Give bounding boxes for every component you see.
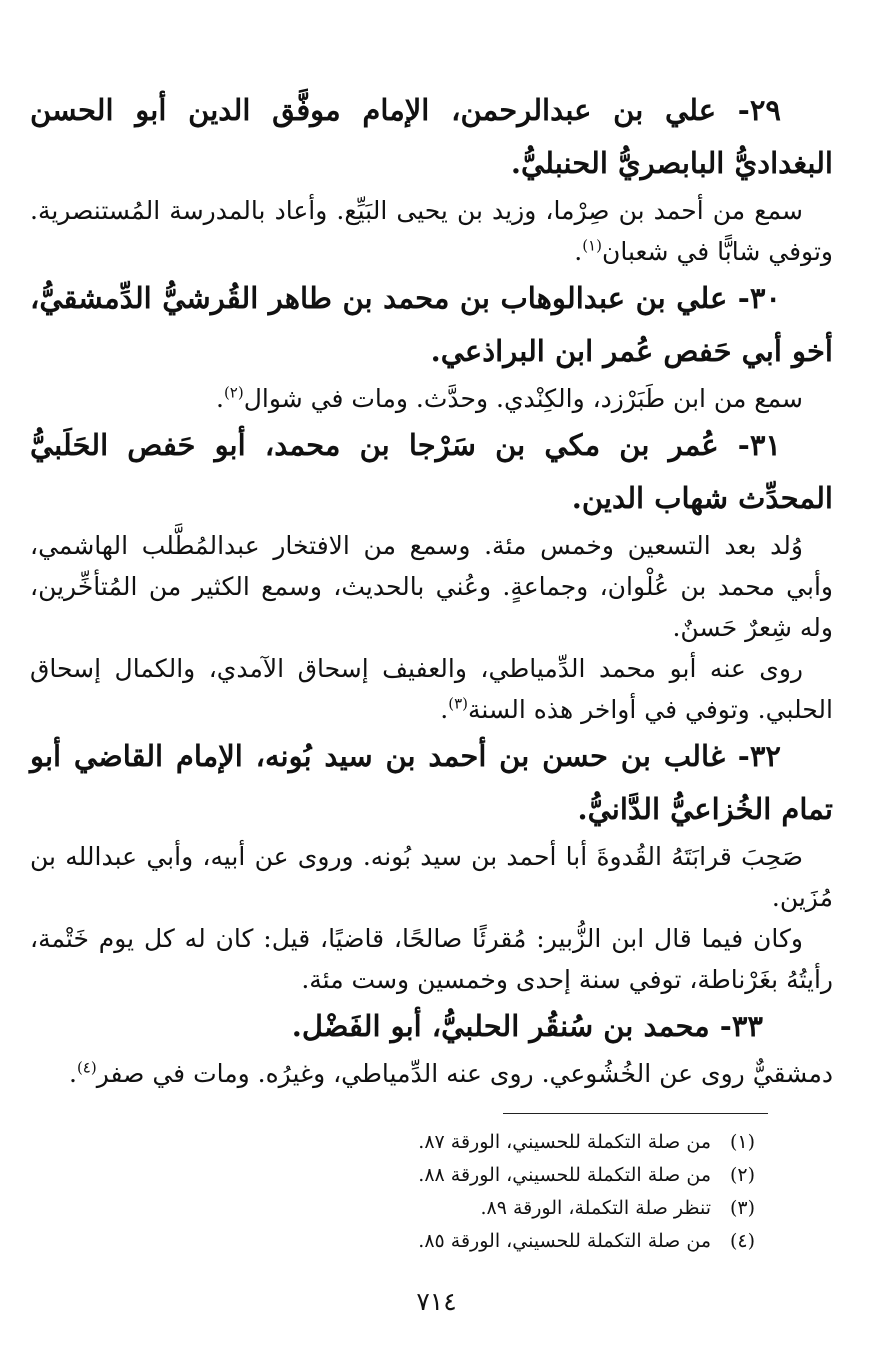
footnote-mark: (٣) bbox=[448, 694, 468, 713]
entry-heading: ٣٠- علي بن عبدالوهاب بن محمد بن طاهر القُرشيُّ الدِّمشقيُّ، أخو أبي حَفص عُمر ابن البراذعي. bbox=[30, 281, 833, 368]
footnote-text: من صلة التكملة للحسيني، الورقة ٨٥. bbox=[418, 1230, 711, 1252]
paragraph-text: دمشقيٌّ روى عن الخُشُوعي. روى عنه الدِّمياطي، وغيرُه. ومات في صفر bbox=[96, 1059, 833, 1088]
main-text bbox=[30, 84, 833, 1094]
entry-paragraph: صَحِبَ قرابَتَهُ القُدوةَ أبا أحمد بن سيد بُونه. وروى عن أبيه، وأبي عبدالله بن مُزَين. bbox=[30, 842, 833, 912]
footnote-mark: (٢) bbox=[223, 383, 244, 402]
footnote-number: (٢) bbox=[729, 1164, 755, 1186]
entry-heading: ٣١- عُمر بن مكي بن سَرْجا بن محمد، أبو حَفص الحَلَبيُّ المحدِّث شهاب الدين. bbox=[30, 428, 833, 515]
footnote-mark: (١) bbox=[582, 236, 602, 255]
entry-paragraph bbox=[30, 1053, 833, 1094]
footnote-text: من صلة التكملة للحسيني، الورقة ٨٨. bbox=[418, 1164, 711, 1186]
footnote-text: تنظر صلة التكملة، الورقة ٨٩. bbox=[480, 1197, 711, 1219]
entry-paragraph: وُلد بعد التسعين وخمس مئة. وسمع من الافتخار عبدالمُطَّلب الهاشمي، وأبي محمد بن عُلْوان، وجماعةٍ. وعُني بالحديث، وسمع الكثير من المُتأخِّرين، وله شِعرٌ حَسنٌ. bbox=[30, 531, 833, 642]
entry-paragraph bbox=[30, 190, 833, 272]
entry-heading: ٢٩- علي بن عبدالرحمن، الإمام موفَّق الدين أبو الحسن البغداديُّ البابصريُّ الحنبليُّ. bbox=[30, 93, 833, 180]
entry-32 bbox=[30, 730, 833, 1000]
footnote-number: (١) bbox=[729, 1131, 755, 1153]
page-number: ٧١٤ bbox=[416, 1287, 457, 1316]
entry-30 bbox=[30, 272, 833, 419]
paragraph-tail: . bbox=[68, 1059, 77, 1088]
footnote-number: (٣) bbox=[729, 1197, 755, 1219]
entry-29 bbox=[30, 84, 833, 272]
paragraph-tail: . bbox=[574, 237, 583, 266]
footnote bbox=[55, 1126, 755, 1159]
paragraph-tail: . bbox=[440, 695, 449, 724]
paragraph-text: سمع من أحمد بن صِرْما، وزيد بن يحيى البَيِّع. وأعاد بالمدرسة المُستنصرية. وتوفي شابًّا في شعبان bbox=[30, 196, 833, 266]
footnote bbox=[55, 1192, 755, 1225]
entry-33 bbox=[30, 1000, 833, 1094]
footnote bbox=[55, 1159, 755, 1192]
footnote bbox=[55, 1225, 755, 1258]
footnote-divider bbox=[503, 1113, 768, 1114]
entry-paragraph bbox=[30, 378, 833, 419]
entry-heading: ٣٢- غالب بن حسن بن أحمد بن سيد بُونه، الإمام القاضي أبو تمام الخُزاعيُّ الدَّانيُّ. bbox=[30, 739, 833, 826]
entry-paragraph bbox=[30, 648, 833, 730]
paragraph-text: روى عنه أبو محمد الدِّمياطي، والعفيف إسحاق الآمدي، والكمال إسحاق الحلبي. وتوفي في أواخر هذه السنة bbox=[30, 654, 833, 724]
entry-paragraph: وكان فيما قال ابن الزُّبير: مُقرئًا صالحًا، قاضيًا، قيل: كان له كل يوم خَتْمة، رأيتُهُ بغَرْناطة، توفي سنة إحدى وخمسين وست مئة. bbox=[30, 924, 833, 994]
paragraph-text: سمع من ابن طَبَرْزد، والكِنْدي. وحدَّث. ومات في شوال bbox=[243, 384, 803, 413]
entry-heading: ٣٣- محمد بن سُنقُر الحلبيُّ، أبو الفَضْل. bbox=[291, 1009, 763, 1043]
footnotes bbox=[55, 1126, 755, 1258]
footnote-mark: (٤) bbox=[76, 1058, 97, 1077]
paragraph-tail: . bbox=[215, 384, 224, 413]
footnote-number: (٤) bbox=[729, 1230, 755, 1252]
entry-31 bbox=[30, 419, 833, 730]
footnote-text: من صلة التكملة للحسيني، الورقة ٨٧. bbox=[418, 1131, 711, 1153]
